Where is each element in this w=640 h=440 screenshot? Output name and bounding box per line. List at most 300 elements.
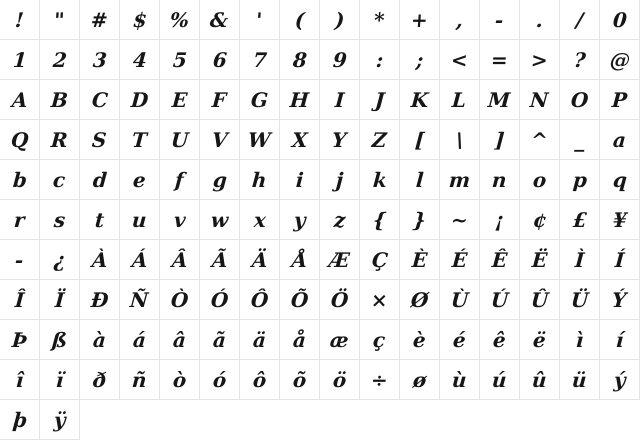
glyph-cell [440,240,480,280]
glyph: _ [573,127,586,152]
glyph-cell [80,160,120,200]
glyph: è [412,327,427,352]
glyph-cell [240,280,280,320]
glyph-cell [320,0,360,40]
glyph-cell [560,80,600,120]
glyph-cell [80,80,120,120]
glyph-cell [520,240,560,280]
glyph-cell [480,160,520,200]
glyph: ¡ [494,207,505,232]
glyph-cell [0,0,40,40]
glyph: ä [252,327,267,352]
glyph: õ [291,367,308,392]
glyph-cell [560,40,600,80]
glyph-cell [120,160,160,200]
glyph-cell [600,160,640,200]
glyph-cell [360,160,400,200]
glyph-cell [40,160,80,200]
glyph: T [131,127,148,152]
glyph-cell [400,0,440,40]
glyph: 2 [51,47,68,72]
glyph-cell [400,80,440,120]
glyph-cell [40,40,80,80]
glyph: ò [171,367,188,392]
glyph-cell [240,200,280,240]
glyph: ÿ [52,407,67,432]
glyph-cell [120,0,160,40]
glyph: Þ [11,327,28,352]
glyph: 4 [131,47,148,72]
glyph-cell [80,240,120,280]
glyph-cell [80,0,120,40]
glyph-cell [0,120,40,160]
glyph: ] [493,127,506,152]
glyph-cell [240,320,280,360]
glyph-cell [440,320,480,360]
glyph: î [14,367,25,392]
glyph-cell [0,80,40,120]
glyph-cell [520,280,560,320]
glyph: Ä [250,247,269,272]
glyph-cell [560,120,600,160]
glyph-cell [200,360,240,400]
glyph-cell [400,360,440,400]
glyph-cell [560,280,600,320]
glyph: ~ [450,207,469,232]
glyph: : [374,47,385,72]
glyph: ü [571,367,588,392]
glyph-cell [360,200,400,240]
glyph-cell [160,240,200,280]
glyph-cell [480,120,520,160]
glyph: ó [211,367,228,392]
glyph: Ü [569,287,590,312]
glyph: Õ [289,287,310,312]
glyph-cell [560,160,600,200]
glyph-cell [440,280,480,320]
glyph: o [531,167,548,192]
glyph: l [414,167,425,192]
glyph: r [13,207,26,232]
glyph-cell [320,240,360,280]
glyph-cell [600,200,640,240]
glyph: ; [414,47,425,72]
glyph: H [289,87,310,112]
glyph-cell [560,0,600,40]
glyph-cell [120,80,160,120]
glyph-cell [320,120,360,160]
glyph: Ã [210,247,229,272]
glyph-cell [520,40,560,80]
glyph-cell [440,160,480,200]
glyph: } [412,207,427,232]
glyph: i [294,167,305,192]
glyph: Æ [328,247,351,272]
glyph-cell [320,320,360,360]
glyph-cell [120,40,160,80]
glyph: Â [170,247,189,272]
glyph: . [535,7,544,32]
glyph-cell [200,240,240,280]
glyph: " [53,7,66,32]
glyph-cell [480,80,520,120]
glyph: d [91,167,108,192]
glyph-cell [280,80,320,120]
glyph-cell [520,0,560,40]
glyph-cell [280,200,320,240]
glyph: 0 [611,7,628,32]
glyph: = [490,47,509,72]
glyph-cell [120,240,160,280]
glyph-cell [200,120,240,160]
glyph: â [172,327,187,352]
glyph: Y [331,127,348,152]
glyph-cell [120,280,160,320]
glyph: O [569,87,590,112]
glyph-cell [520,160,560,200]
glyph: û [531,367,548,392]
glyph-cell [480,360,520,400]
glyph-cell [520,200,560,240]
glyph-cell [400,200,440,240]
glyph-cell [0,400,40,440]
glyph: $ [131,7,148,32]
glyph: à [92,327,107,352]
glyph-cell [320,360,360,400]
glyph: Ê [491,247,508,272]
glyph: ð [91,367,108,392]
glyph-cell [120,120,160,160]
glyph: Ð [89,287,110,312]
glyph: x [252,207,267,232]
glyph-cell [520,320,560,360]
glyph-cell [480,40,520,80]
glyph: þ [11,407,28,432]
glyph: 9 [331,47,348,72]
glyph: ê [492,327,507,352]
glyph-cell [320,200,360,240]
glyph-cell [400,120,440,160]
glyph-cell [80,320,120,360]
glyph-cell [320,80,360,120]
glyph-cell [560,200,600,240]
glyph: ë [532,327,547,352]
glyph: < [450,47,469,72]
glyph: á [132,327,147,352]
glyph-cell [160,360,200,400]
glyph-cell [0,160,40,200]
glyph: E [171,87,188,112]
glyph-cell [40,80,80,120]
glyph: 6 [211,47,228,72]
glyph: ¢ [531,207,548,232]
glyph-cell [40,120,80,160]
glyph-cell [400,240,440,280]
glyph: A [10,87,29,112]
glyph: ^ [530,127,549,152]
glyph: Û [529,287,550,312]
glyph: L [451,87,468,112]
glyph: j [335,167,344,192]
glyph: V [210,127,229,152]
glyph: / [575,7,584,32]
glyph-cell [280,0,320,40]
glyph: £ [571,207,588,232]
glyph-cell [0,360,40,400]
glyph: Ì [573,247,586,272]
glyph-cell [240,0,280,40]
glyph: ( [293,7,306,32]
glyph-cell [240,120,280,160]
glyph-cell [40,280,80,320]
glyph-cell [440,120,480,160]
glyph: I [333,87,346,112]
glyph: R [50,127,69,152]
glyph: Ç [370,247,389,272]
glyph-cell [40,200,80,240]
glyph: - [14,247,25,272]
glyph-cell [440,40,480,80]
glyph: y [292,207,307,232]
glyph: f [174,167,185,192]
glyph-cell [160,200,200,240]
glyph-cell [480,320,520,360]
glyph-cell [40,400,80,440]
glyph-cell [360,320,400,360]
glyph: Ñ [129,287,150,312]
glyph-cell [320,40,360,80]
glyph: P [611,87,628,112]
glyph: ? [572,47,587,72]
glyph: - [494,7,505,32]
glyph: F [211,87,228,112]
glyph-cell [0,40,40,80]
glyph-cell [0,240,40,280]
glyph-cell [240,80,280,120]
glyph: ) [333,7,346,32]
glyph-cell [200,320,240,360]
glyph-cell [160,0,200,40]
glyph-cell [120,200,160,240]
glyph: í [614,327,625,352]
glyph-cell [0,320,40,360]
glyph: ç [372,327,387,352]
glyph-cell [600,360,640,400]
glyph-cell [600,120,640,160]
glyph-cell [160,120,200,160]
glyph-cell [360,240,400,280]
glyph-cell [560,320,600,360]
glyph-cell [80,200,120,240]
glyph: À [90,247,109,272]
glyph: ö [331,367,348,392]
glyph-cell [600,0,640,40]
glyph-cell [120,360,160,400]
glyph: q [611,167,628,192]
glyph-cell [40,0,80,40]
glyph: Ø [409,287,430,312]
glyph-cell [200,160,240,200]
glyph-cell [240,240,280,280]
glyph: ì [574,327,585,352]
glyph-cell [80,280,120,320]
glyph-cell [200,200,240,240]
glyph: ' [255,7,264,32]
glyph: Ù [449,287,470,312]
glyph-cell [560,360,600,400]
glyph-cell [360,280,400,320]
glyph-cell [600,40,640,80]
glyph-cell [80,360,120,400]
glyph-cell [200,280,240,320]
glyph: G [250,87,269,112]
glyph: ø [411,367,428,392]
glyph: ý [612,367,627,392]
glyph-cell [40,240,80,280]
glyph: , [455,7,464,32]
glyph: & [209,7,230,32]
glyph-cell [240,40,280,80]
glyph: Í [613,247,626,272]
glyph: Á [130,247,149,272]
glyph: U [169,127,190,152]
glyph: W [247,127,272,152]
glyph-cell [360,40,400,80]
glyph-cell [280,120,320,160]
glyph: ã [212,327,227,352]
glyph: J [373,87,386,112]
glyph-cell [360,80,400,120]
glyph-cell [440,80,480,120]
glyph: 3 [91,47,108,72]
glyph: k [371,167,388,192]
glyph: 8 [291,47,308,72]
glyph: # [90,7,109,32]
glyph-cell [360,360,400,400]
glyph-cell [360,120,400,160]
glyph: 1 [11,47,28,72]
glyph: % [169,7,190,32]
glyph-cell [280,360,320,400]
glyph: ï [54,367,65,392]
glyph-cell [480,240,520,280]
glyph: Ó [209,287,230,312]
glyph: + [410,7,429,32]
glyph: > [530,47,549,72]
glyph: Ë [531,247,548,272]
glyph: ñ [131,367,148,392]
glyph: Q [9,127,30,152]
glyph-cell [160,80,200,120]
glyph-cell [160,160,200,200]
glyph-cell [600,80,640,120]
glyph-cell [320,280,360,320]
glyph-cell [280,40,320,80]
glyph: é [452,327,467,352]
glyph: 7 [251,47,268,72]
glyph-cell [520,360,560,400]
glyph: b [11,167,28,192]
glyph: ú [491,367,508,392]
glyph-cell [80,40,120,80]
glyph-cell [160,280,200,320]
glyph: Å [290,247,309,272]
glyph: n [491,167,508,192]
glyph: ¿ [52,247,67,272]
glyph: v [172,207,187,232]
glyph: ß [51,327,68,352]
glyph-cell [600,280,640,320]
glyph: Ú [489,287,510,312]
glyph: z [332,207,347,232]
glyph-cell [200,40,240,80]
glyph-cell [520,120,560,160]
glyph: B [50,87,69,112]
glyph: \ [455,127,464,152]
glyph-cell [240,160,280,200]
glyph-cell [280,160,320,200]
glyph: [ [413,127,426,152]
glyph: È [411,247,428,272]
glyph-cell [560,240,600,280]
glyph: g [211,167,228,192]
glyph-cell [40,360,80,400]
glyph-cell [160,40,200,80]
glyph-cell [440,0,480,40]
glyph: * [373,7,386,32]
glyph-cell [480,280,520,320]
glyph: p [571,167,588,192]
glyph: ! [14,7,25,32]
glyph-cell [480,0,520,40]
glyph: M [487,87,512,112]
glyph-cell [600,240,640,280]
glyph-cell [400,320,440,360]
glyph: X [290,127,309,152]
glyph-cell [400,40,440,80]
glyph-cell [200,0,240,40]
glyph: Ý [611,287,628,312]
glyph: Z [371,127,388,152]
glyph: 5 [171,47,188,72]
glyph: É [451,247,468,272]
glyph: { [372,207,387,232]
glyph: Ò [169,287,190,312]
glyph-cell [280,320,320,360]
glyph-cell [480,200,520,240]
glyph: ÷ [370,367,389,392]
glyph: @ [608,47,631,72]
glyph: K [409,87,430,112]
glyph: u [131,207,148,232]
glyph-cell [400,160,440,200]
glyph: t [94,207,105,232]
glyph-cell [360,0,400,40]
glyph-cell [240,360,280,400]
glyph: ¥ [611,207,628,232]
glyph-cell [80,120,120,160]
glyph: Ï [53,287,66,312]
glyph: ù [451,367,468,392]
glyph: ô [251,367,268,392]
glyph-cell [280,240,320,280]
glyph-cell [440,360,480,400]
glyph: × [370,287,389,312]
glyph: C [90,87,109,112]
glyph-cell [440,200,480,240]
glyph-cell [320,160,360,200]
glyph: æ [329,327,350,352]
